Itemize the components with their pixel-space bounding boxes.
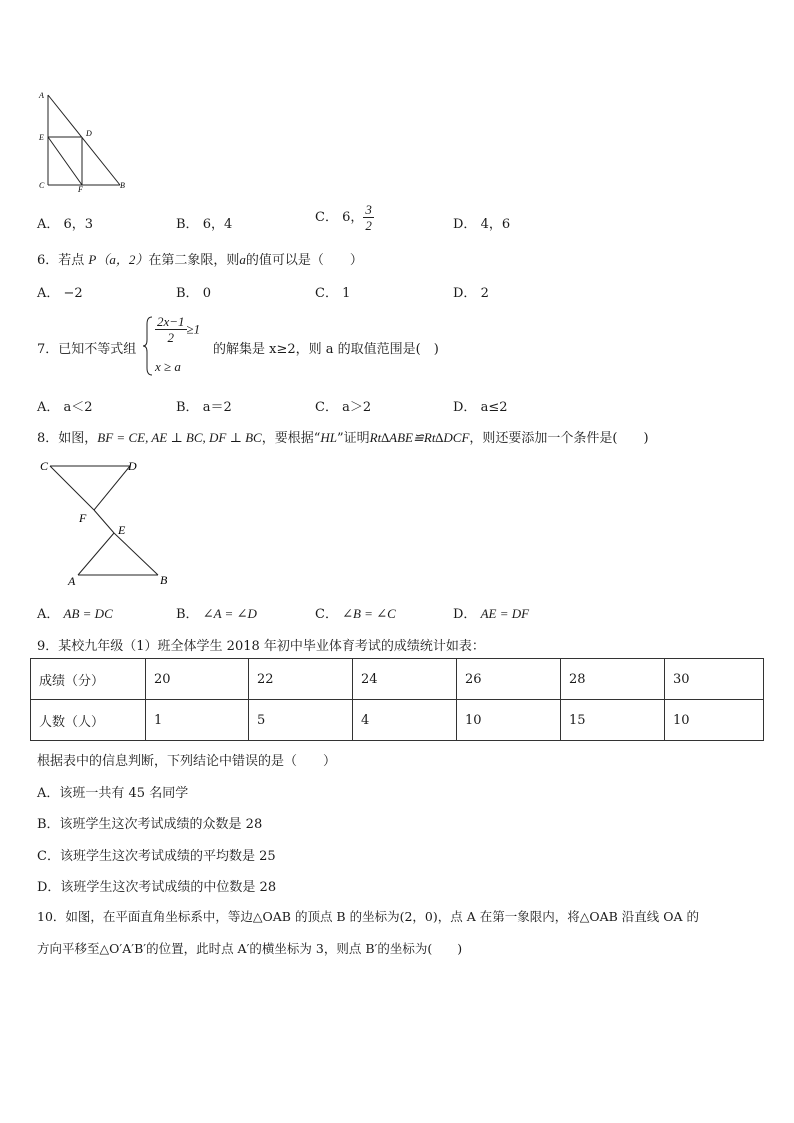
q9-option-d: D．该班学生这次考试成绩的中位数是 28 xyxy=(37,880,277,895)
q7-option-c: C． a＞2 xyxy=(315,400,372,415)
q5-label-a: A xyxy=(39,91,44,100)
q8-label-e: E xyxy=(118,523,126,537)
q8-line-ae xyxy=(78,533,114,575)
q8-option-b: B． ∠A = ∠D xyxy=(176,606,257,622)
q5-option-c: C． 6， $\frac{3}{2}$ xyxy=(315,202,372,233)
q5-label-b: B xyxy=(120,181,125,190)
q8-line-be xyxy=(114,533,158,575)
table-cell: 5 xyxy=(249,700,353,741)
table-cell: 24 xyxy=(353,659,457,700)
q5-option-c-fraction: $\frac{3}{2}$ xyxy=(365,202,372,233)
q6-option-a: A． −2 xyxy=(37,286,83,301)
q7-option-b: B． a＝2 xyxy=(176,400,232,415)
table-cell: 人数（人） xyxy=(31,700,146,741)
q5-option-d: D． 4，6 xyxy=(453,217,511,232)
q10-stem-line1: 10．如图，在平面直角坐标系中，等边△OAB 的顶点 B 的坐标为(2，0)，点 A 在第一象限内，将△OAB 沿直线 OA 的 xyxy=(37,909,699,924)
q9-score-table xyxy=(30,658,764,741)
table-cell: 28 xyxy=(561,659,665,700)
q10-stem-line2: 方向平移至△O′A′B′的位置，此时点 A′的横坐标为 3，则点 B′的坐标为( ) xyxy=(37,941,463,956)
q8-option-c: C． ∠B = ∠C xyxy=(315,606,396,622)
q6-option-d: D． 2 xyxy=(453,286,489,301)
q9-stem: 9．某校九年级（1）班全体学生 2018 年初中毕业体育考试的成绩统计如表： xyxy=(37,639,485,654)
q9-option-a: A．该班一共有 45 名同学 xyxy=(37,786,189,801)
q9-option-c: C．该班学生这次考试成绩的平均数是 25 xyxy=(37,849,276,864)
table-cell: 20 xyxy=(146,659,249,700)
q9-option-b: B．该班学生这次考试成绩的众数是 28 xyxy=(37,817,263,832)
q5-line-ef xyxy=(48,137,82,185)
q7-inequality-2: x ≥ a xyxy=(155,359,181,374)
q8-option-d: D． AE = DF xyxy=(453,606,530,622)
table-cell: 26 xyxy=(457,659,561,700)
q6-option-b: B． 0 xyxy=(176,286,211,301)
table-cell: 1 xyxy=(146,700,249,741)
table-row xyxy=(31,659,764,700)
q5-line-ab xyxy=(48,95,120,185)
q8-line-cf xyxy=(50,466,94,510)
q8-label-a: A xyxy=(68,574,76,588)
table-cell: 30 xyxy=(665,659,764,700)
table-cell: 22 xyxy=(249,659,353,700)
q5-label-e: E xyxy=(39,133,44,142)
q8-line-fe xyxy=(94,510,114,533)
q5-label-f: F xyxy=(78,185,83,192)
q8-label-b: B xyxy=(160,573,168,587)
q8-label-f: F xyxy=(79,511,87,525)
q7-inequality-1: $\frac{2x-1}{2}$ ≥1 xyxy=(157,314,201,345)
table-cell: 10 xyxy=(457,700,561,741)
q7-option-d: D． a≤2 xyxy=(453,400,508,415)
table-row xyxy=(31,700,764,741)
q9-question: 根据表中的信息判断，下列结论中错误的是（ ） xyxy=(37,754,337,769)
table-cell: 4 xyxy=(353,700,457,741)
q8-label-d: D xyxy=(128,459,137,473)
q5-figure xyxy=(36,88,132,192)
table-cell: 成绩（分） xyxy=(31,659,146,700)
q7-brace xyxy=(143,316,153,376)
q8-stem: 8．如图，BF = CE, AE ⊥ BC, DF ⊥ BC，要根据“HL”证明Rt∆ABE≌Rt∆DCF，则还要添加一个条件是( ) xyxy=(37,430,649,446)
q5-label-c: C xyxy=(39,181,45,190)
q5-label-d: D xyxy=(86,129,92,138)
q6-stem: 6．若点 P（a，2）在第二象限，则a的值可以是（ ） xyxy=(37,252,363,268)
q6-option-c: C． 1 xyxy=(315,286,351,301)
table-cell: 15 xyxy=(561,700,665,741)
q7-option-a: A． a＜2 xyxy=(37,400,93,415)
q5-option-b: B． 6，4 xyxy=(176,217,233,232)
q8-option-a: A． AB = DC xyxy=(37,606,113,622)
q8-line-df xyxy=(94,466,130,510)
table-cell: 10 xyxy=(665,700,764,741)
q8-figure xyxy=(38,455,178,589)
q5-option-a: A． 6，3 xyxy=(37,217,94,232)
q8-label-c: C xyxy=(40,459,49,473)
